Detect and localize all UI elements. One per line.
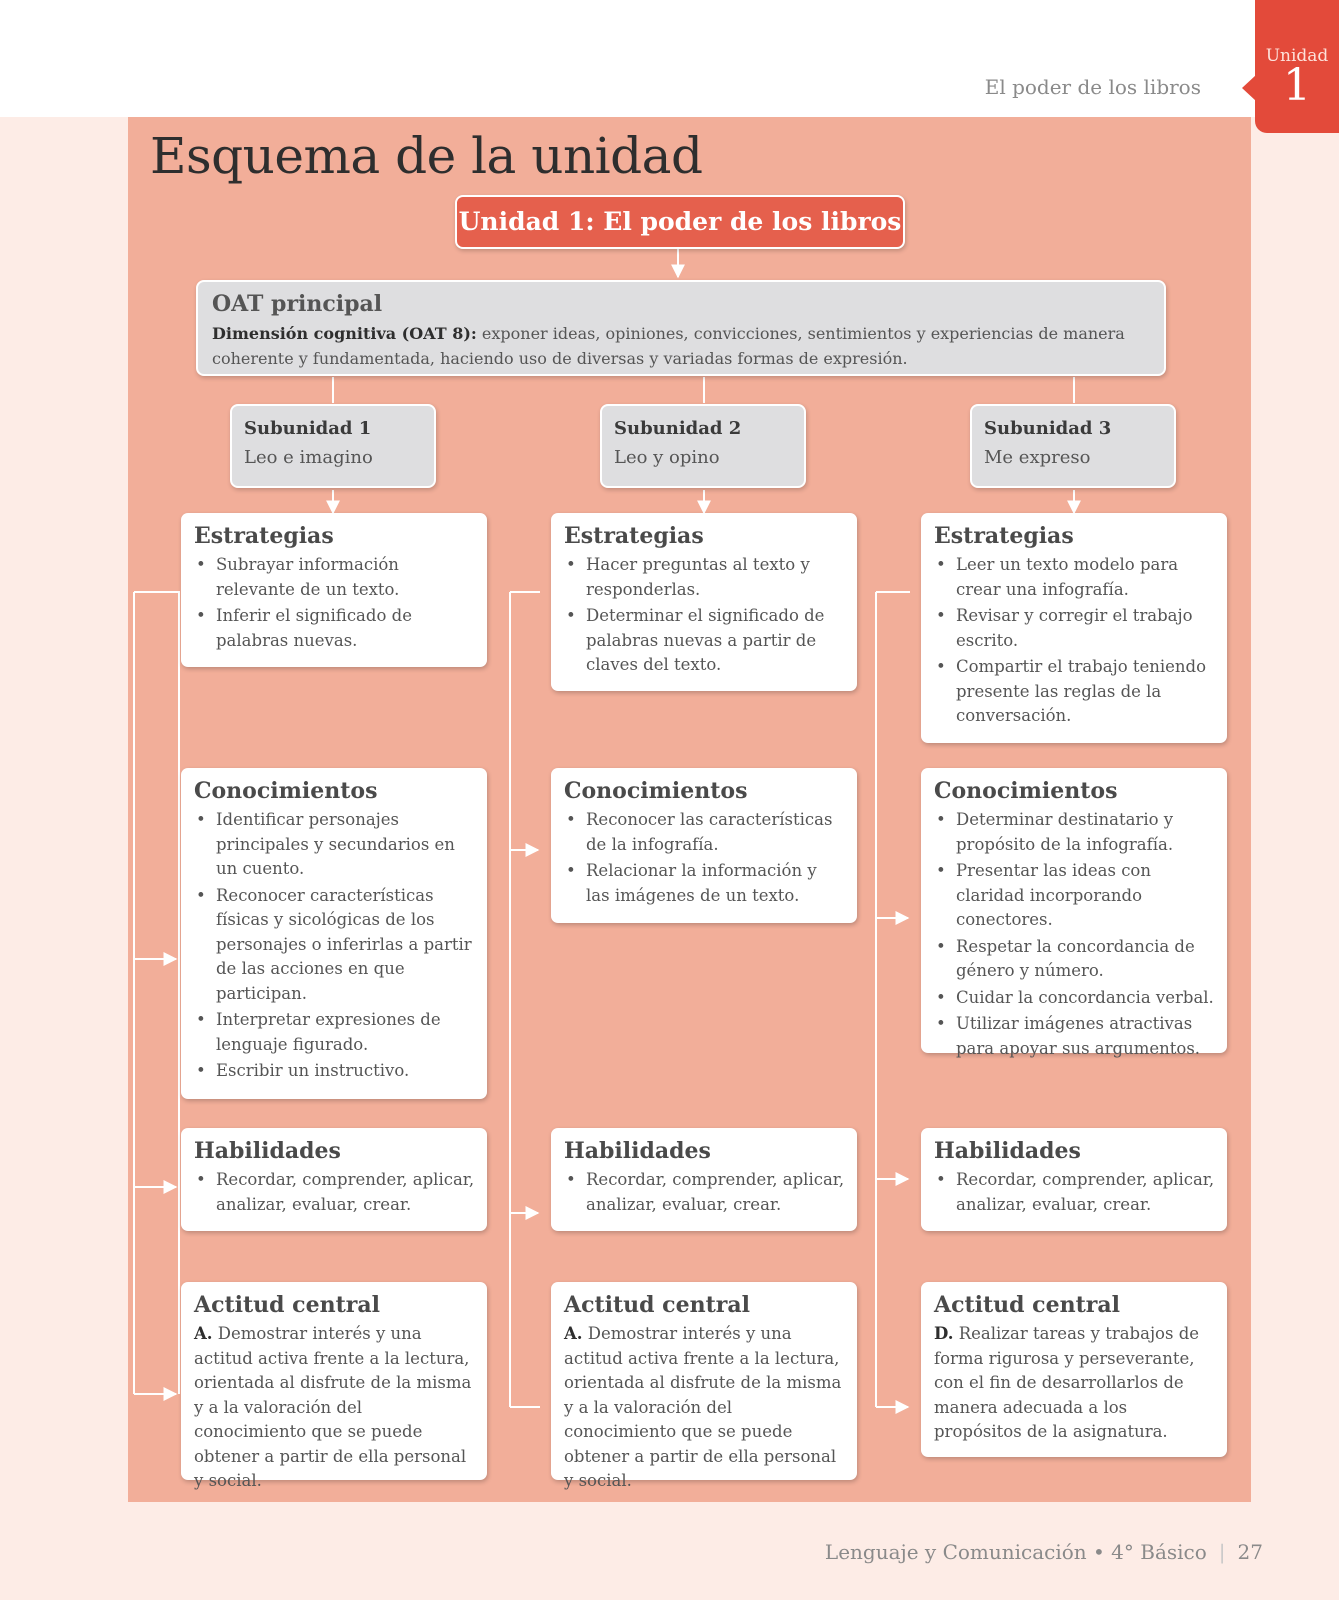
card-title: Estrategias <box>564 523 704 549</box>
habilidades-card-1 <box>181 1128 487 1231</box>
actitud-card-2 <box>551 1282 857 1490</box>
running-head: El poder de los libros <box>984 75 1201 99</box>
actitud-letter: A. <box>194 1324 213 1343</box>
list-item: • Recordar, comprender, aplicar, analizar, evaluar, crear. <box>586 1168 845 1217</box>
subunit-1-name: Leo e imagino <box>244 447 373 468</box>
oat-title: OAT principal <box>212 291 383 317</box>
subunit-2-name: Leo y opino <box>614 447 720 468</box>
list-item: • Cuidar la concordancia verbal. <box>956 986 1215 1011</box>
list-item: • Leer un texto modelo para crear una infografía. <box>956 553 1215 602</box>
actitud-letter: A. <box>564 1324 583 1343</box>
actitud-card-1 <box>181 1282 487 1490</box>
list-item: • Interpretar expresiones de lenguaje figurado. <box>216 1008 475 1057</box>
list-item: • Determinar destinatario y propósito de la infografía. <box>956 808 1215 857</box>
top-band <box>0 0 1339 117</box>
card-title: Conocimientos <box>934 778 1118 804</box>
list-item: • Presentar las ideas con claridad incorporando conectores. <box>956 859 1215 933</box>
oat-principal-box <box>196 280 1166 376</box>
subunit-2-title: Subunidad 2 <box>614 418 742 439</box>
list-item: • Respetar la concordancia de género y número. <box>956 935 1215 984</box>
subunit-2-box <box>600 404 806 488</box>
list-item: • Revisar y corregir el trabajo escrito. <box>956 604 1215 653</box>
actitud-card-3 <box>921 1282 1227 1457</box>
estrategias-card-1 <box>181 513 487 667</box>
oat-description <box>212 321 1150 371</box>
subunit-3-title: Subunidad 3 <box>984 418 1112 439</box>
list-item: • Reconocer características físicas y sicológicas de los personajes o inferirlas a partir de las acciones en que participan. <box>216 884 475 1007</box>
unit-tab-number: 1 <box>1283 60 1311 111</box>
card-title: Actitud central <box>564 1292 750 1318</box>
list-item: • Determinar el significado de palabras nuevas a partir de claves del texto. <box>586 604 845 678</box>
conocimientos-card-2 <box>551 768 857 923</box>
card-title: Habilidades <box>934 1138 1081 1164</box>
list-item: • Reconocer las características de la infografía. <box>586 808 845 857</box>
subunit-3-box <box>970 404 1176 488</box>
list-item: • Inferir el significado de palabras nuevas. <box>216 604 475 653</box>
card-title: Habilidades <box>194 1138 341 1164</box>
card-title: Conocimientos <box>194 778 378 804</box>
oat-label: Dimensión cognitiva (OAT 8): <box>212 324 477 343</box>
list-item: • Identificar personajes principales y secundarios en un cuento. <box>216 808 475 882</box>
list-item: • Utilizar imágenes atractivas para apoyar sus argumentos. <box>956 1012 1215 1061</box>
page-number: 27 <box>1237 1540 1263 1564</box>
actitud-text: Demostrar interés y una actitud activa frente a la lectura, orientada al disfrute de la misma y a la valoración del conocimiento que se puede obtener a partir de ella personal y social. <box>194 1324 472 1490</box>
list-item: • Relacionar la información y las imágenes de un texto. <box>586 859 845 908</box>
list-item: • Hacer preguntas al texto y responderlas. <box>586 553 845 602</box>
page-title: Esquema de la unidad <box>150 127 703 185</box>
unit-heading-box: Unidad 1: El poder de los libros <box>455 195 905 249</box>
list-item: • Recordar, comprender, aplicar, analizar, evaluar, crear. <box>216 1168 475 1217</box>
list-item: • Compartir el trabajo teniendo presente las reglas de la conversación. <box>956 655 1215 729</box>
unit-tab <box>1255 0 1339 133</box>
tab-pointer <box>1242 75 1256 101</box>
subunit-1-title: Subunidad 1 <box>244 418 372 439</box>
actitud-letter: D. <box>934 1324 954 1343</box>
card-title: Habilidades <box>564 1138 711 1164</box>
page-footer <box>825 1540 1263 1564</box>
habilidades-card-2 <box>551 1128 857 1231</box>
subunit-1-box <box>230 404 436 488</box>
conocimientos-card-3 <box>921 768 1227 1058</box>
footer-subject: Lenguaje y Comunicación • 4° Básico <box>824 1540 1207 1564</box>
estrategias-card-3 <box>921 513 1227 743</box>
card-title: Conocimientos <box>564 778 748 804</box>
subunit-3-name: Me expreso <box>984 447 1091 468</box>
actitud-text: Demostrar interés y una actitud activa frente a la lectura, orientada al disfrute de la misma y a la valoración del conocimiento que se puede obtener a partir de ella personal y social. <box>564 1324 842 1490</box>
unit-tab-label: Unidad <box>1265 46 1329 66</box>
estrategias-card-2 <box>551 513 857 691</box>
conocimientos-card-1 <box>181 768 487 1099</box>
card-title: Actitud central <box>194 1292 380 1318</box>
card-title: Estrategias <box>934 523 1074 549</box>
oat-text: exponer ideas, opiniones, convicciones, sentimientos y experiencias de manera coherente y fundamentada, haciendo uso de diversas y variadas formas de expresión. <box>212 324 1125 368</box>
scheme-panel <box>128 117 1251 1502</box>
footer-divider: | <box>1218 1540 1226 1564</box>
list-item: • Escribir un instructivo. <box>216 1059 475 1084</box>
card-title: Actitud central <box>934 1292 1120 1318</box>
list-item: • Subrayar información relevante de un texto. <box>216 553 475 602</box>
list-item: • Recordar, comprender, aplicar, analizar, evaluar, crear. <box>956 1168 1215 1217</box>
card-title: Estrategias <box>194 523 334 549</box>
habilidades-card-3 <box>921 1128 1227 1231</box>
actitud-text: Realizar tareas y trabajos de forma rigurosa y perseverante, con el fin de desarrollarlos de manera adecuada a los propósitos de la asignatura. <box>934 1324 1200 1441</box>
